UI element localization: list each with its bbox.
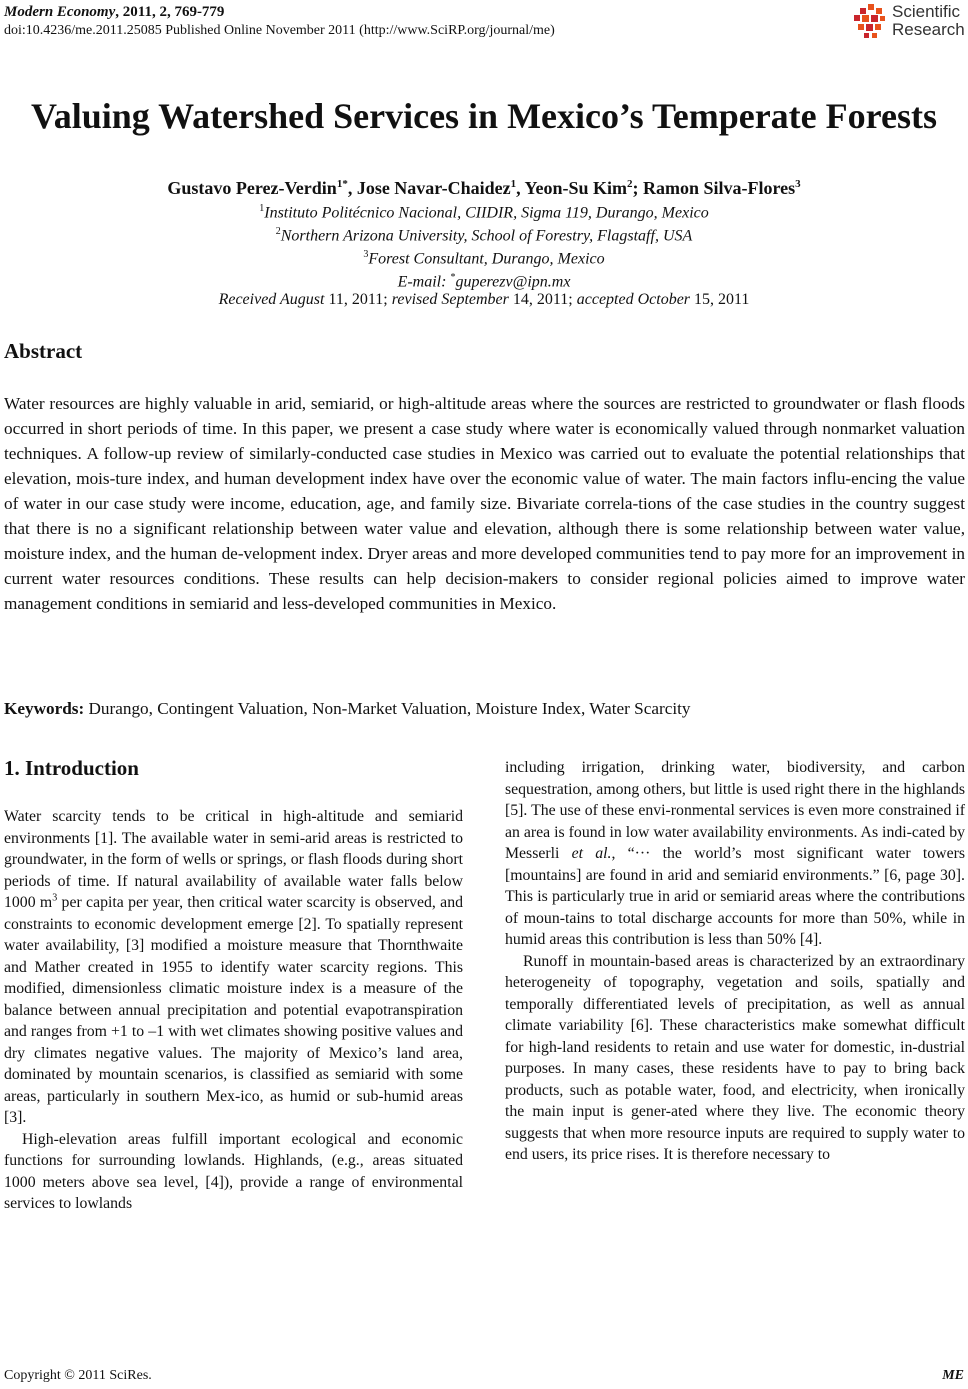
email-address[interactable]: guperezv@ipn.mx [455,273,571,291]
revised-label: revised September [391,291,509,308]
affiliation-text: Forest Consultant, Durango, Mexico [368,250,605,268]
revised-date: 14, 2011; [508,291,577,308]
logo-line-2: Research [892,20,965,39]
logo-line-1: Scientific [892,2,961,21]
abstract-heading: Abstract [4,339,83,363]
email-line [0,268,968,292]
email-sup: * [450,272,456,283]
intro-paragraph-4: Runoff in mountain-based areas is characterized by an extraordinary heterogeneity of topography, vegetation and soils, spatially and temporally differentiated levels of precipitation, as well as annual climate variability [6]. These characteristics make somewhat difficult for high-land residents to retain and use water for domestic, in-dustrial purposes. In many cases, these residents have to pay to bring back products, such as potable water, food, and electricity, when ironically the main input is gener-ated where they live. The economic theory suggests that when more resource inputs are required to supply water to end users, its price rises. It is therefore necessary to [505,952,965,1163]
keywords [4,697,965,721]
intro-paragraph-3 [505,757,965,951]
section-heading-introduction: 1. Introduction [4,756,139,780]
intro-paragraph-1 [4,806,463,1129]
author-name: Ramon Silva-Flores [642,178,796,198]
author-sup: 1* [336,178,348,190]
italic-et-al: et al. [571,845,612,862]
left-column [4,806,463,1215]
received-date: 11, 2011; [324,291,392,308]
keywords-text: Durango, Contingent Valuation, Non-Market Valuation, Moisture Index, Water Scarcity [84,699,691,718]
publisher-logo [848,2,966,42]
intro-paragraph-2: High-elevation areas fulfill important ecological and economic functions for surrounding lowlands. Highlands, (e.g., areas situated 1000 meters above sea level, [4]), provide a range of environmental services to lowlands [4,1130,463,1212]
author-sep: , [516,178,525,198]
author-name: Yeon-Su Kim [524,178,627,198]
affiliation-sup: 3 [363,249,369,260]
footer-copyright: Copyright © 2011 SciRes. [4,1368,152,1383]
author-sep: , [347,178,357,198]
accepted-label: accepted October [576,291,691,308]
author-name: Gustavo Perez-Verdin [167,178,337,198]
affiliation-text: Northern Arizona University, School of Forestry, Flagstaff, USA [280,227,693,245]
affiliation-2 [0,222,968,246]
paper-title: Valuing Watershed Services in Mexico’s Temperate Forests [31,96,937,136]
right-column [505,757,965,1166]
affiliation-1 [0,199,968,223]
author-sup: 1 [510,178,517,190]
author-sep: ; [632,178,643,198]
journal-volume: , 2011, 2, 769-779 [115,4,225,20]
affiliation-3 [0,245,968,269]
author-sup: 3 [795,178,801,190]
superscript: 3 [52,892,58,904]
paragraph-text: including irrigation, drinking water, biodiversity, and carbon sequestration, among others, but little is used right there in the highlands [5]. The use of these envi-ronmental services is even more constrained if an area is found in low water availability environments. As indi-cated by Messerli [505,759,965,862]
doi-line: doi:10.4236/me.2011.25085 Published Online November 2011 (http://www.SciRP.org/journal/me) [4,23,555,38]
affiliation-text: Instituto Politécnico Nacional, CIIDIR, Sigma 119, Durango, Mexico [264,204,709,222]
journal-name: Modern Economy [4,4,116,20]
author-sup: 2 [626,178,633,190]
affiliation-sup: 1 [259,203,265,214]
journal-header [4,3,224,21]
footer-journal-abbr: ME [942,1368,964,1383]
email-label: E-mail: [397,273,451,291]
abstract-text: Water resources are highly valuable in arid, semiarid, or high-altitude areas where the sources are restricted to groundwater or flash floods occurred in short periods of time. In this paper, we present a case study where water is economically valued through nonmarket valuation techniques. A follow-up review of similarly-conducted case studies in Mexico was carried out to evaluate the potential relationships that elevation, mois-ture index, and human development index have over the economic value of water. The main factors influ-encing the value of water in our case study were income, education, age, and family size. Bivariate correla-tions of the case studies in the country suggest that there is no a significant relationship between water value and elevation, although there is some relationship between water value, moisture index, and the human de-velopment index. Dryer areas and more developed communities tend to pay more for an improvement in current water resources conditions. These results can help decision-makers to consider regional policies aimed to improve water management conditions in semiarid and less-developed communities in Mexico. [4,394,965,613]
author-name: Jose Navar-Chaidez [356,178,511,198]
logo-text [892,3,965,39]
scirp-logo-icon [848,2,892,42]
paragraph-text: , “··· the world’s most significant water towers [mountains] are found in arid and semiarid environments.” [6, page 30]. This is particularly true in arid or semiarid areas where the contributions of moun-tains to total discharge accounts for more than 50%, while in humid areas this contribution is less than 50% [4]. [505,845,965,948]
received-dates [0,290,968,310]
author-list [0,172,968,200]
accepted-date: 15, 2011 [690,291,750,308]
received-label: Received August [218,291,325,308]
paragraph-text: Water scarcity tends to be critical in high-altitude and semiarid environments [1]. The available water in semi-arid areas is restricted to groundwater, in the form of wells or springs, or flash floods during short periods of time. If natural availability of available water falls below 1000 m [4,808,463,911]
keywords-label: Keywords: [4,699,85,718]
affiliation-sup: 2 [275,226,281,237]
paragraph-text: per capita per year, then critical water scarcity is observed, and constraints to economic development emerge [2]. To spatially represent water availability, [3] modified a moisture measure that Thornthwaite and Mather created in 1955 to identify water scarcity regions. This modified, dimensionless climatic moisture index is a measure of the balance between annual precipitation and potential evapotranspiration and ranges from +1 to –1 with wet climates showing positive values and dry climates negative values. The majority of Mexico’s land area, dominated by mountain scenarios, is classified as semiarid with some areas, particularly in southern Mex-ico, as humid or sub-humid areas [3]. [4,894,463,1126]
